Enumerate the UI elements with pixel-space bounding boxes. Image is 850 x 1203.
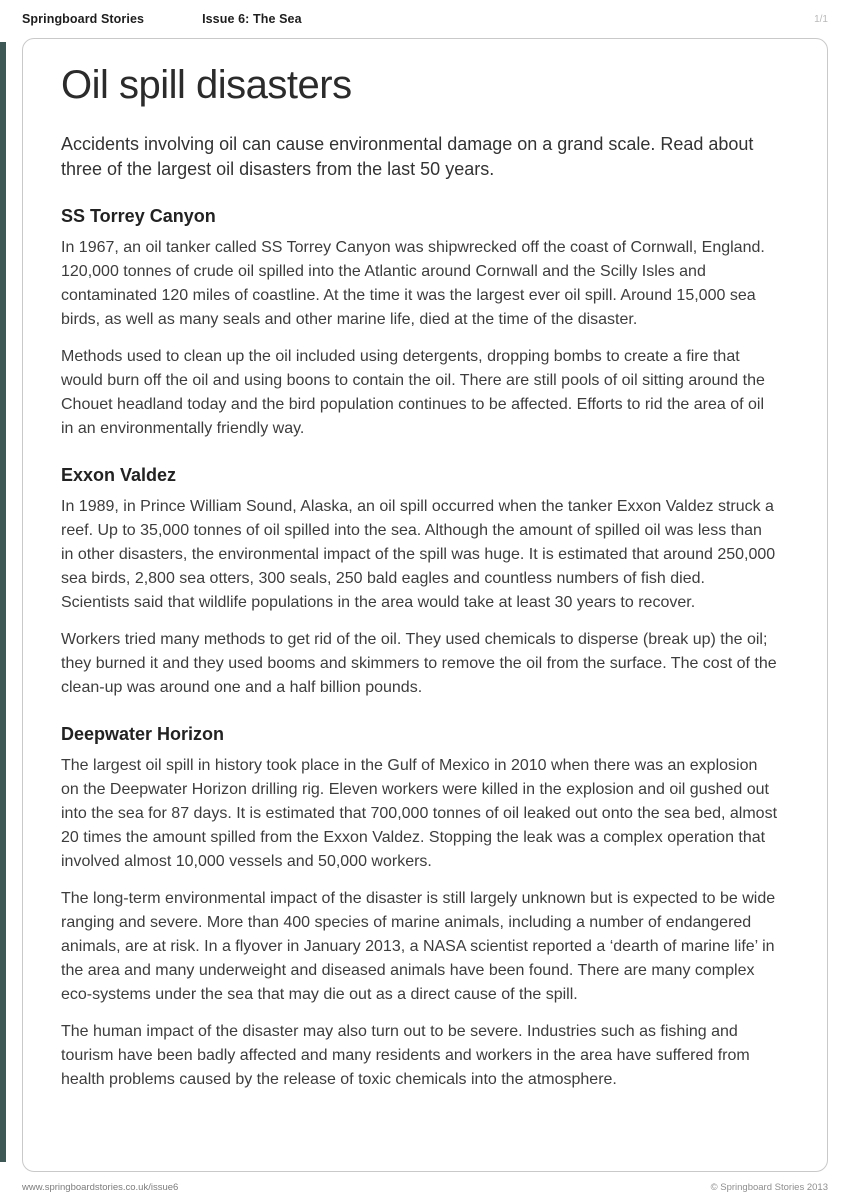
section-heading: SS Torrey Canyon (61, 206, 216, 226)
paragraph: Methods used to clean up the oil included using detergents, dropping bombs to create a fire that would burn off the oil and using boons to contain the oil. There are still pools of oil sitting around the Chouet headland today and the bird population continues to be affected. Efforts to rid the area of oil in an environmentally friendly way. (61, 348, 765, 437)
footer-url: www.springboardstories.co.uk/issue6 (22, 1182, 179, 1193)
paragraph: Workers tried many methods to get rid of the oil. They used chemicals to disperse (break up) the oil; they burned it and they used booms and skimmers to remove the oil from the surface. The cost of the clean-up was around one and a half billion pounds. (61, 631, 777, 696)
article-title: Oil spill disasters (61, 63, 352, 107)
section-deepwater-horizon (61, 724, 789, 1092)
section-heading: Exxon Valdez (61, 465, 177, 485)
paragraph: The human impact of the disaster may also turn out to be severe. Industries such as fishing and tourism have been badly affected and many residents and workers in the area have suffered from health problems caused by the release of toxic chemicals into the atmosphere. (61, 1023, 750, 1088)
section-exxon-valdez (61, 465, 789, 700)
paragraph: In 1967, an oil tanker called SS Torrey Canyon was shipwrecked off the coast of Cornwall, England. 120,000 tonnes of crude oil spilled into the Atlantic around Cornwall and the Scilly Isles and contaminated 120 miles of coastline. At the time it was the largest ever oil spill. Around 15,000 sea birds, as well as many seals and other marine life, died at the time of the disaster. (61, 239, 765, 328)
section-ss-torrey-canyon (61, 206, 789, 441)
footer-copyright: © Springboard Stories 2013 (710, 1182, 828, 1193)
page-number: 1/1 (814, 13, 828, 25)
page-footer (0, 1172, 850, 1203)
paragraph: The largest oil spill in history took place in the Gulf of Mexico in 2010 when there was an explosion on the Deepwater Horizon drilling rig. Eleven workers were killed in the explosion and oil gushed out into the sea for 87 days. It is estimated that 700,000 tonnes of oil leaked out onto the sea bed, almost 20 times the amount spilled from the Exxon Valdez. Stopping the leak was a complex operation that involved almost 10,000 vessels and 50,000 workers. (61, 757, 778, 870)
brand-name: Springboard Stories (22, 12, 145, 26)
article-intro: Accidents involving oil can cause environmental damage on a grand scale. Read about three of the largest oil disasters from the last 50 years. (61, 134, 754, 179)
article-card (22, 38, 828, 1172)
page-header (0, 0, 850, 38)
page-edge-accent-bar (0, 42, 6, 1162)
paragraph: The long-term environmental impact of the disaster is still largely unknown but is expected to be wide ranging and severe. More than 400 species of marine animals, including a number of endangered animals, are at risk. In a flyover in January 2013, a NASA scientist reported a ‘dearth of marine life’ in the area and many underweight and diseased animals have been found. There are many complex eco-systems under the sea that may die out as a direct cause of the spill. (61, 890, 776, 1003)
issue-title: Issue 6: The Sea (202, 12, 302, 26)
section-heading: Deepwater Horizon (61, 724, 225, 744)
paragraph: In 1989, in Prince William Sound, Alaska, an oil spill occurred when the tanker Exxon Valdez struck a reef. Up to 35,000 tonnes of oil spilled into the sea. Although the amount of spilled oil was less than in other disasters, the environmental impact of the spill was huge. It is estimated that around 250,000 sea birds, 2,800 sea otters, 300 seals, 250 bald eagles and countless numbers of fish died. Scientists said that wildlife populations in the area would take at least 30 years to recover. (61, 498, 776, 611)
